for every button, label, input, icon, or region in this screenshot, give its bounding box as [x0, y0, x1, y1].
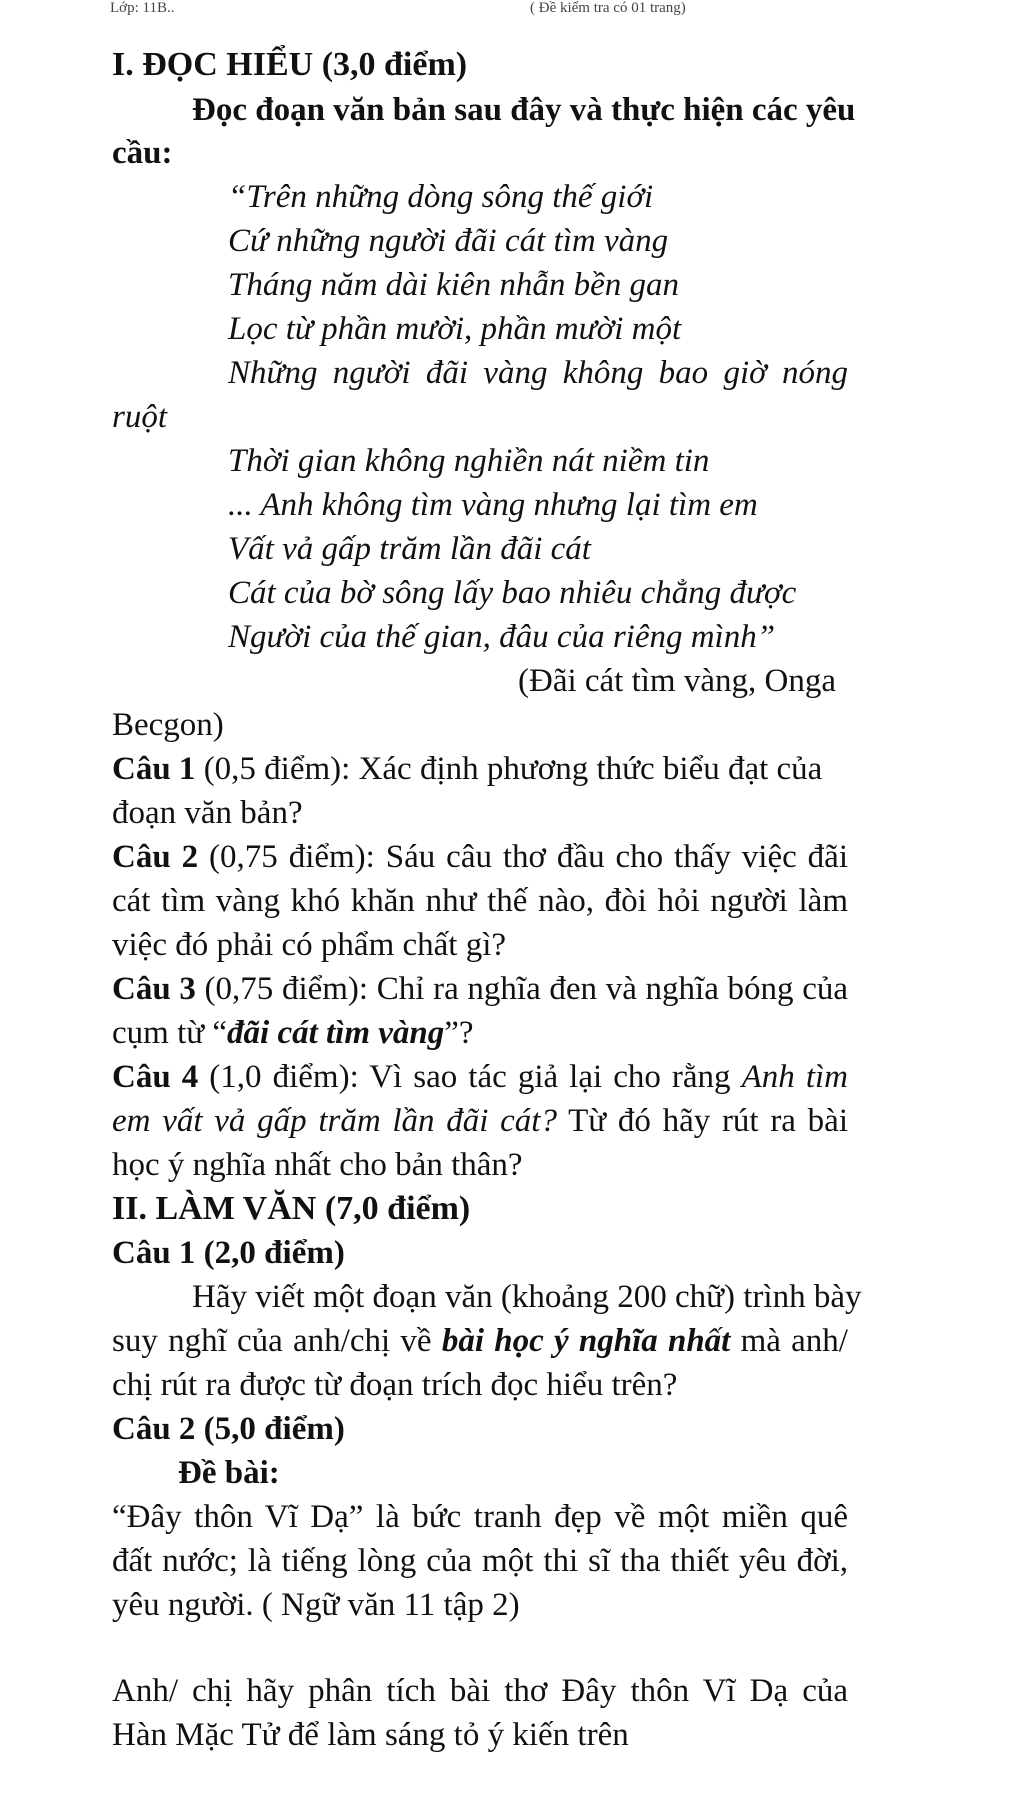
question-2-line2: cát tìm vàng khó khăn như thế nào, đòi hỏi người làm	[112, 883, 848, 919]
question-4-text-b: Từ đó hãy rút ra bài	[556, 1103, 848, 1139]
essay-1-heading: Câu 1 (2,0 điểm)	[112, 1235, 345, 1271]
essay-1-post: mà anh/	[730, 1323, 848, 1359]
poem-line-10: Người của thế gian, đâu của riêng mình”	[228, 619, 776, 655]
poem-line-2: Cứ những người đãi cát tìm vàng	[228, 223, 669, 259]
question-4-line2	[112, 1098, 848, 1144]
essay-2-line1: “Đây thôn Vĩ Dạ” là bức tranh đẹp về một miền quê	[112, 1499, 848, 1535]
section1-intro-line2: cầu:	[112, 135, 173, 171]
essay-1-pre: suy nghĩ của anh/chị về	[112, 1323, 442, 1359]
section2-heading: II. LÀM VĂN (7,0 điểm)	[112, 1190, 471, 1227]
poem-source-line2: Becgon)	[112, 707, 224, 743]
essay-1-line1: Hãy viết một đoạn văn (khoảng 200 chữ) trình bày	[192, 1279, 862, 1315]
question-2-text: (0,75 điểm): Sáu câu thơ đầu cho thấy việc đãi	[198, 839, 848, 875]
question-1-line1	[112, 746, 822, 792]
question-2-line3: việc đó phải có phẩm chất gì?	[112, 927, 507, 963]
header-page-note: ( Đề kiểm tra có 01 trang)	[530, 0, 686, 16]
question-4-line1	[112, 1054, 848, 1100]
question-3-pre: cụm từ “	[112, 1015, 228, 1051]
question-4-emphasis-a: Anh tìm	[741, 1059, 849, 1095]
question-4-emphasis-b: em vất vả gấp trăm lần đãi cát?	[112, 1103, 557, 1139]
essay-2-line5: Hàn Mặc Tử để làm sáng tỏ ý kiến trên	[112, 1717, 629, 1753]
poem-line-8: Vất vả gấp trăm lần đãi cát	[228, 531, 591, 567]
essay-2-subheading: Đề bài:	[178, 1455, 280, 1491]
question-1-line2: đoạn văn bản?	[112, 795, 303, 831]
poem-line-1: “Trên những dòng sông thế giới	[228, 179, 654, 215]
essay-1-emphasis: bài học ý nghĩa nhất	[441, 1323, 731, 1359]
poem-line-6: Thời gian không nghiền nát niềm tin	[228, 443, 710, 479]
essay-2-heading: Câu 2 (5,0 điểm)	[112, 1411, 345, 1447]
poem-line-5-cont: ruột	[112, 399, 168, 435]
question-1-label: Câu 1	[112, 751, 196, 787]
poem-line-5: Những người đãi vàng không bao giờ nóng	[228, 355, 848, 391]
header-class-label: Lớp: 11B..	[110, 0, 175, 16]
poem-line-3: Tháng năm dài kiên nhẫn bền gan	[228, 267, 679, 303]
question-1-text: (0,5 điểm): Xác định phương thức biểu đạt của	[195, 751, 823, 787]
question-2-label: Câu 2	[112, 839, 199, 875]
question-4-line3: học ý nghĩa nhất cho bản thân?	[112, 1147, 523, 1183]
question-3-emphasis: đãi cát tìm vàng	[227, 1015, 445, 1051]
question-4-text: (1,0 điểm): Vì sao tác giả lại cho rằng	[198, 1059, 742, 1095]
question-3-text: (0,75 điểm): Chỉ ra nghĩa đen và nghĩa bóng của	[195, 971, 848, 1007]
question-3-label: Câu 3	[112, 971, 196, 1007]
essay-2-line3: yêu người. ( Ngữ văn 11 tập 2)	[112, 1587, 520, 1623]
essay-2-line4: Anh/ chị hãy phân tích bài thơ Đây thôn Vĩ Dạ của	[112, 1673, 848, 1709]
essay-2-line2: đất nước; là tiếng lòng của một thi sĩ tha thiết yêu đời,	[112, 1543, 848, 1579]
poem-line-4: Lọc từ phần mười, phần mười một	[228, 311, 682, 347]
question-2-line1	[112, 834, 848, 880]
question-3-line1	[112, 966, 848, 1012]
question-3-line2	[112, 1010, 474, 1056]
question-3-post: ”?	[444, 1015, 474, 1051]
poem-line-7: ... Anh không tìm vàng nhưng lại tìm em	[228, 487, 758, 523]
section1-heading: I. ĐỌC HIỂU (3,0 điểm)	[112, 46, 468, 83]
question-4-label: Câu 4	[112, 1059, 199, 1095]
poem-line-9: Cát của bờ sông lấy bao nhiêu chẳng được	[228, 575, 797, 611]
section1-intro-line1: Đọc đoạn văn bản sau đây và thực hiện các yêu	[192, 92, 856, 128]
essay-1-line3: chị rút ra được từ đoạn trích đọc hiểu trên?	[112, 1367, 678, 1403]
essay-1-line2	[112, 1318, 848, 1364]
poem-source-line1: (Đãi cát tìm vàng, Onga	[518, 663, 836, 699]
